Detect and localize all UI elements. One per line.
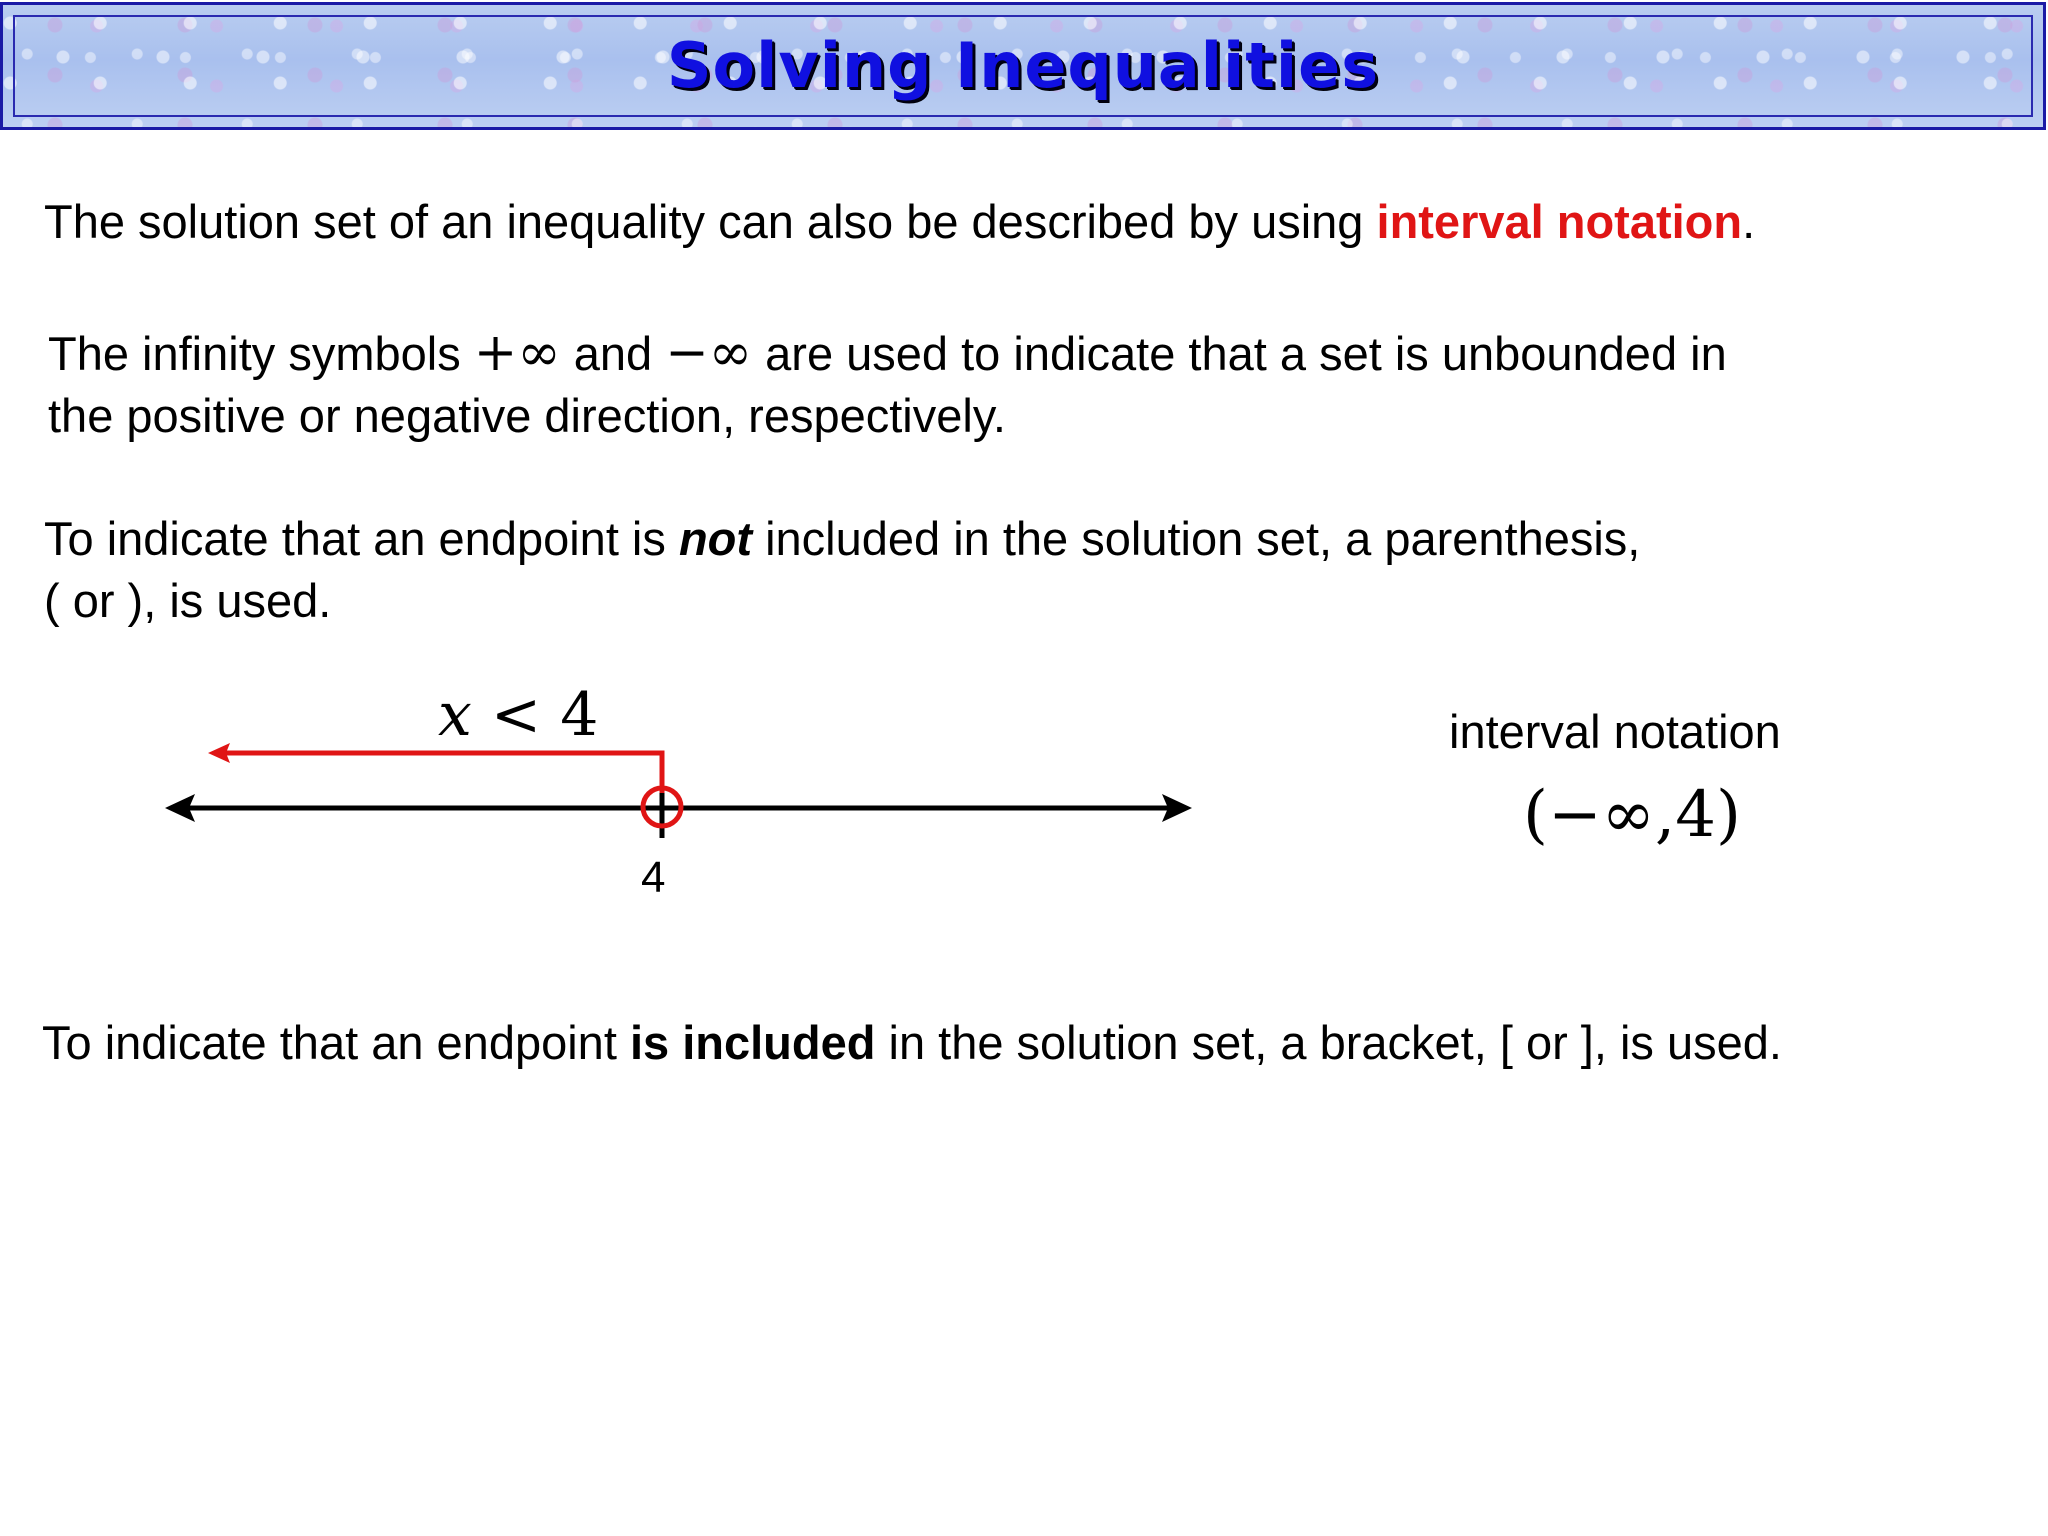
para1-text-before: The solution set of an inequality can also be described by using xyxy=(44,195,1377,248)
page-title: Solving Inequalities xyxy=(666,29,1380,102)
para2-line2: the positive or negative direction, respectively. xyxy=(48,389,1006,442)
para3-text2: included in the solution set, a parenthesis, xyxy=(752,512,1641,565)
not-emphasis: not xyxy=(678,512,753,565)
positive-infinity-symbol: +∞ xyxy=(473,323,561,383)
negative-infinity-symbol: −∞ xyxy=(665,323,753,383)
inequality-rest: < 4 xyxy=(471,680,599,750)
inequality-variable: x xyxy=(438,680,472,750)
tick-label-4: 4 xyxy=(641,853,666,902)
interval-expression: (−∞,4) xyxy=(1523,778,1741,852)
para1-text-after: . xyxy=(1742,195,1756,248)
para2-text1: The infinity symbols xyxy=(48,327,474,380)
para2-text2: and xyxy=(560,327,666,380)
interval-notation-highlight: interval notation xyxy=(1376,195,1743,248)
para3-text1: To indicate that an endpoint is xyxy=(44,512,679,565)
is-included-emphasis: is included xyxy=(629,1016,876,1069)
solution-ray xyxy=(225,753,662,793)
para2-text3: are used to indicate that a set is unbounded in xyxy=(752,327,1727,380)
para3-line2: ( or ), is used. xyxy=(44,574,332,627)
para4-text2: in the solution set, a bracket, [ or ], is used. xyxy=(875,1016,1782,1069)
para4-text1: To indicate that an endpoint xyxy=(42,1016,630,1069)
interval-notation-label: interval notation xyxy=(1449,705,1781,758)
paragraph-endpoint-included xyxy=(42,1012,1782,1074)
